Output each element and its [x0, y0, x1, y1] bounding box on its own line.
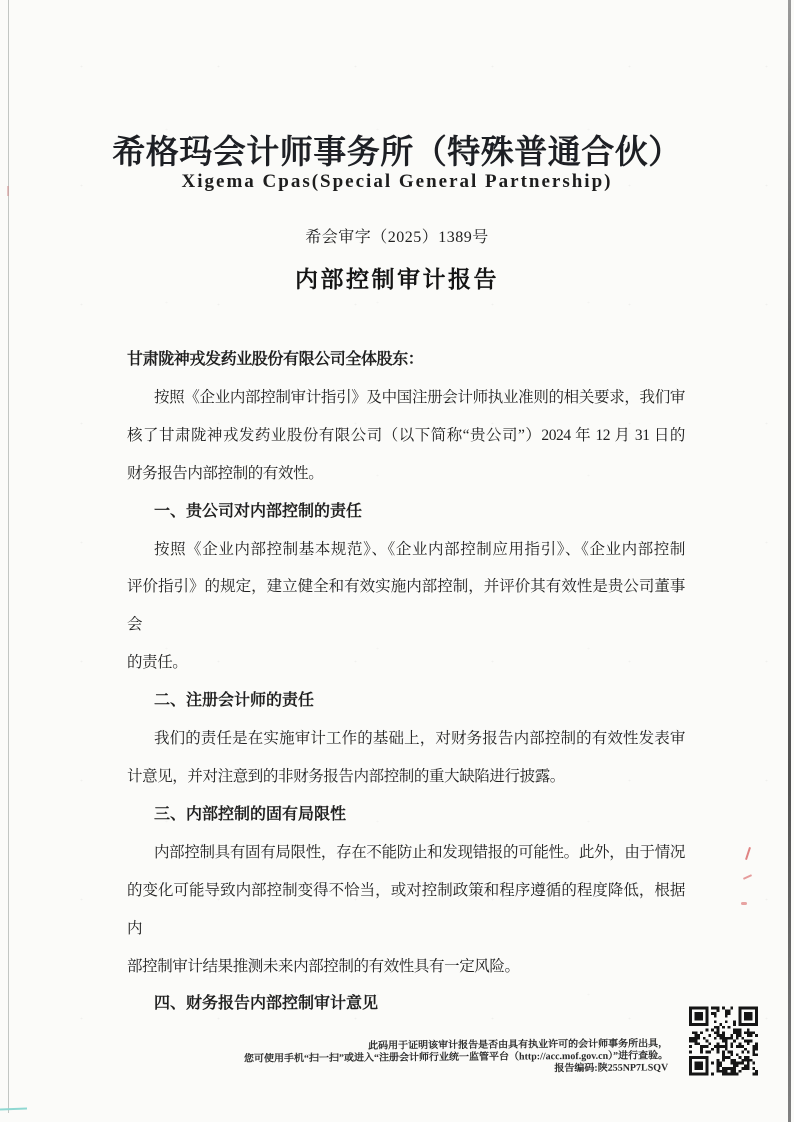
paragraph-line: 部控制审计结果推测未来内部控制的有效性具有一定风险。 [127, 957, 520, 975]
red-bleed-mark-1 [745, 847, 751, 860]
section-heading: 四、财务报告内部控制审计意见 [154, 995, 379, 1013]
paragraph-line: 按照《企业内部控制审计指引》及中国注册会计师执业准则的相关要求，我们审 [154, 388, 685, 406]
paragraph-line: 我们的责任是在实施审计工作的基础上，对财务报告内部控制的有效性发表审 [154, 730, 685, 748]
reference-number: 希会审字（2025）1389号 [305, 229, 489, 246]
right-page-edge-line [788, 0, 791, 1122]
paragraph-line: 核了甘肃陇神戎发药业股份有限公司（以下简称“贵公司”）2024 年 12 月 31 日的 [127, 426, 685, 444]
verification-footer [244, 1038, 668, 1077]
red-bleed-mark-3 [741, 902, 747, 905]
section-heading: 二、注册会计师的责任 [154, 692, 315, 710]
left-page-edge-line [8, 0, 9, 1113]
salutation-line: 甘肃陇神戎发药业股份有限公司全体股东： [127, 351, 424, 368]
red-bleed-mark-2 [743, 874, 752, 880]
verification-note-line2: 您可使用手机“扫一扫”或进入“注册会计师行业统一监管平台（http://acc.mof.gov.cn）”进行查验。 [243, 1050, 669, 1065]
paragraph-line: 按照《企业内部控制基本规范》、《企业内部控制应用指引》、《企业内部控制 [154, 540, 685, 558]
paragraph-line: 的责任。 [127, 654, 188, 672]
scanner-teal-mark [0, 1108, 27, 1111]
red-bleed-mark-left [7, 186, 9, 196]
firm-name-chinese: 希格玛会计师事务所（特殊普通合伙） [112, 132, 682, 171]
paragraph-line: 财务报告内部控制的有效性。 [127, 464, 324, 482]
firm-name-english: Xigema Cpas(Special General Partnership) [181, 171, 613, 192]
paragraph-line: 计意见，并对注意到的非财务报告内部控制的重大缺陷进行披露。 [127, 767, 565, 785]
paragraph-line: 评价指引》的规定，建立健全和有效实施内部控制，并评价其有效性是贵公司董事会 [127, 578, 685, 634]
section-heading: 一、贵公司对内部控制的责任 [154, 502, 363, 520]
qr-code-icon [689, 1006, 758, 1076]
body-blocks [127, 379, 685, 1023]
verification-note-line1: 此码用于证明该审计报告是否由具有执业许可的会计师事务所出具， [367, 1038, 668, 1052]
report-body [127, 341, 685, 1023]
report-code-value: 陕255NP7LSQV [597, 1061, 669, 1074]
section-heading: 三、内部控制的固有局限性 [154, 805, 347, 823]
report-title: 内部控制审计报告 [295, 267, 499, 292]
paragraph-line: 内部控制具有固有局限性，存在不能防止和发现错报的可能性。此外，由于情况 [154, 843, 685, 861]
report-code-label: 报告编码: [554, 1062, 598, 1074]
paragraph-line: 的变化可能导致内部控制变得不恰当，或对控制政策和程序遵循的程度降低，根据内 [127, 881, 685, 937]
